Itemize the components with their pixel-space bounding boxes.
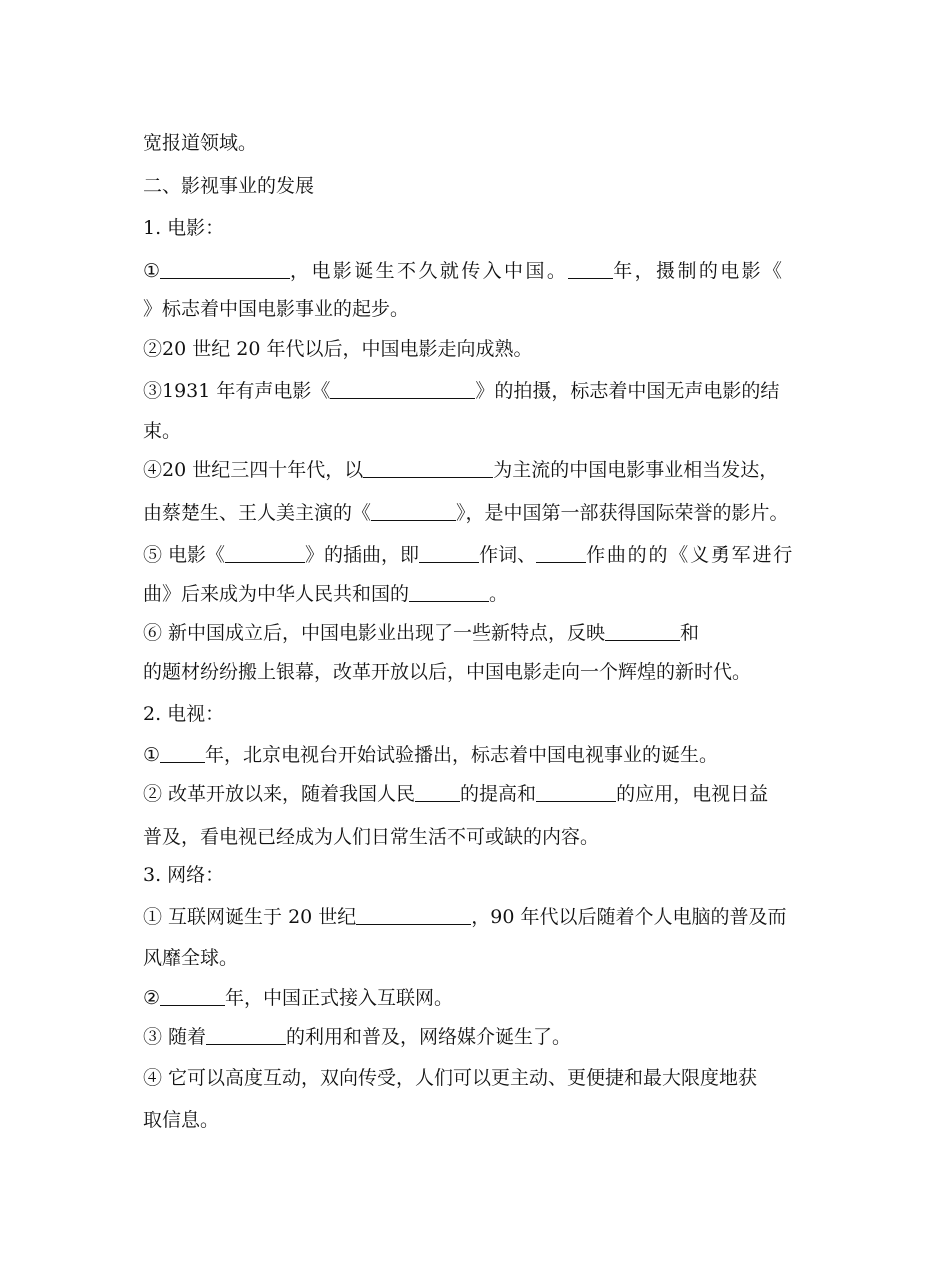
line-text: 年，北京电视台开始试验播出，标志着中国电视事业的诞生。 <box>205 744 719 766</box>
subsection-heading <box>143 702 224 726</box>
line-text: ，电影诞生不久就传入中国。 <box>290 260 569 282</box>
text-line <box>143 1108 219 1132</box>
text-line <box>143 946 238 970</box>
line-text: 普及，看电视已经成为人们日常生活不可或缺的内容。 <box>143 826 600 848</box>
line-text: 》，是中国第一部获得国际荣誉的影片。 <box>456 502 789 524</box>
line-text: ① <box>143 260 161 282</box>
fill-blank <box>419 544 479 563</box>
line-text: 的题材纷纷搬上银幕，改革开放以后，中国电影走向一个辉煌的新时代。 <box>143 661 752 683</box>
line-text: ① 互联网诞生于 20 世纪 <box>143 906 357 928</box>
fill-blank <box>536 544 586 563</box>
line-text: 作词、 <box>479 544 537 566</box>
text-line <box>143 621 699 645</box>
line-text: ，90 年代以后随着个人电脑的普及而 <box>471 906 787 928</box>
text-line <box>143 582 508 606</box>
fill-blank <box>371 502 456 521</box>
text-line <box>143 259 784 283</box>
line-text: 作曲的的《义勇军进行 <box>586 544 795 566</box>
section-heading <box>143 174 314 198</box>
text-line <box>143 337 532 361</box>
fill-blank <box>415 783 460 802</box>
fill-blank <box>160 744 205 763</box>
text-line <box>143 297 409 321</box>
fill-blank <box>605 622 680 641</box>
fill-blank <box>225 544 305 563</box>
text-line <box>143 782 768 806</box>
line-text: ② <box>143 987 161 1009</box>
line-text: ① <box>143 744 161 766</box>
line-text: 年，中国正式接入互联网。 <box>225 987 454 1009</box>
line-text: ②20 世纪 20 年代以后，中国电影走向成熟。 <box>143 338 533 360</box>
fill-blank <box>363 459 493 478</box>
text-line <box>143 1025 571 1049</box>
line-text: ③1931 年有声电影《 <box>143 380 331 402</box>
text-line <box>143 419 181 443</box>
line-text: 宽报道领域。 <box>143 132 258 154</box>
text-line <box>143 501 789 525</box>
line-text: 。 <box>489 583 509 605</box>
text-line <box>143 986 453 1010</box>
text-line <box>143 379 779 403</box>
line-text: 》的拍摄，标志着中国无声电影的结 <box>475 380 780 402</box>
subsection-heading <box>143 863 224 887</box>
line-text: 的利用和普及，网络媒介诞生了。 <box>286 1026 572 1048</box>
text-line <box>143 1066 757 1090</box>
line-text: ⑥ 新中国成立后，中国电影业出现了一些新特点，反映 <box>143 622 606 644</box>
line-text: 由蔡楚生、王人美主演的《 <box>143 502 372 524</box>
fill-blank <box>409 583 489 602</box>
line-text: ② 改革开放以来，随着我国人民 <box>143 783 416 805</box>
line-text: 曲》后来成为中华人民共和国的 <box>143 583 410 605</box>
text-line <box>143 458 778 482</box>
line-text: 为主流的中国电影事业相当发达， <box>493 459 779 481</box>
line-text: 取信息。 <box>143 1109 220 1131</box>
subsection-heading <box>143 216 224 240</box>
fill-blank <box>160 260 290 279</box>
text-line <box>143 543 794 567</box>
fill-blank <box>536 783 616 802</box>
line-text: ③ 随着 <box>143 1026 207 1048</box>
fill-blank <box>568 260 613 279</box>
text-line <box>143 131 257 155</box>
line-text: 》的插曲，即 <box>305 544 420 566</box>
line-text: 1. 电影： <box>143 217 225 239</box>
line-text: 束。 <box>143 420 182 442</box>
line-text: 的提高和 <box>460 783 537 805</box>
text-line <box>143 905 787 929</box>
line-text: ⑤ 电影《 <box>143 544 226 566</box>
line-text: ④ 它可以高度互动，双向传受，人们可以更主动、更便捷和最大限度地获 <box>143 1067 758 1089</box>
line-text: 3. 网络： <box>143 864 225 886</box>
line-text: 2. 电视： <box>143 703 225 725</box>
line-text: 二、影视事业的发展 <box>143 175 315 197</box>
line-text: 的应用，电视日益 <box>616 783 769 805</box>
line-text: 和 <box>680 622 700 644</box>
text-line <box>143 660 751 684</box>
fill-blank <box>356 906 471 925</box>
line-text: 》标志着中国电影事业的起步。 <box>143 298 410 320</box>
text-line <box>143 743 718 767</box>
line-text: 年，摄制的电影《 <box>613 260 785 282</box>
text-line <box>143 825 599 849</box>
line-text: ④20 世纪三四十年代，以 <box>143 459 364 481</box>
fill-blank <box>330 380 475 399</box>
fill-blank <box>160 987 225 1006</box>
fill-blank <box>206 1026 286 1045</box>
line-text: 风靡全球。 <box>143 947 239 969</box>
